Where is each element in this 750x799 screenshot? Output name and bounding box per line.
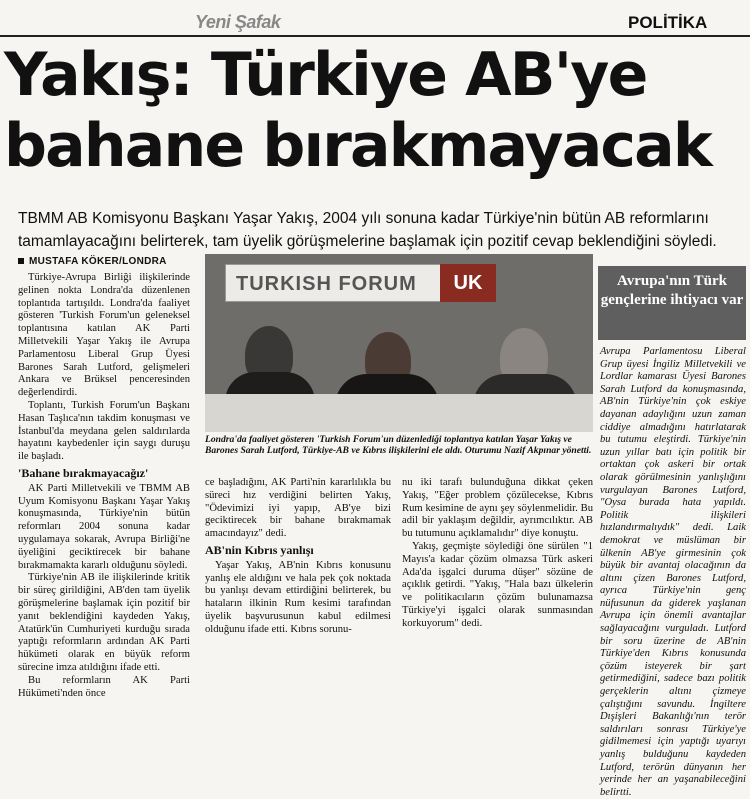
paragraph: Türkiye'nin AB ile ilişkilerinde kritik bir süreç girildiğini, AB'den tam üyelik görüşmelerine başlamak için pozitif bir yanıt beklendiğini kaydeden Yakış, Atatürk'ün Cumhuriyeti kurduğu sırada yaptığı reformların ardından AK Parti hükümeti olarak en büyük reform sürecine imza atıldığını ifade etti. xyxy=(18,572,190,673)
headline-line-1: Yakış: Türkiye AB'ye xyxy=(4,40,647,110)
article-deck: TBMM AB Komisyonu Başkanı Yaşar Yakış, 2004 yılı sonuna kadar Türkiye'nin bütün AB reformlarını tamamlayacağını belirterek, tam üyelik görüşmelerine başlamak için pozitif cevap beklendiğini söyledi. xyxy=(18,210,717,250)
paragraph: ce başladığını, AK Parti'nin kararlılıkla bu süreci hız verdiğini belirten Yakış, "Ödevimizi iyi yapıp, AB'ye bizi geciktirecek bir bahane bırakmamak amacındayız" dedi. xyxy=(205,477,391,540)
paragraph: Türkiye-Avrupa Birliği ilişkilerinde gelinen nokta Londra'da düzenlenen toplantıda tartışıldı. Londra'da faaliyet gösteren 'Turkish Forum'un geleneksel toplantısına katılan AK Parti Milletvekili Yaşar Yakış ile Avrupa Parlamentosu Liberal Grup Üyesi Barones Sarah Lutford, gelişmeleri Ankara ve Brüksel penceresinden değerlendirdi. xyxy=(18,272,190,399)
article-column-2 xyxy=(205,477,391,637)
section-label: POLİTİKA xyxy=(628,13,708,32)
subheading: AB'nin Kıbrıs yanlışı xyxy=(205,542,314,557)
paragraph: Yakış, geçmişte söylediği öne sürülen "1 Mayıs'a kadar çözüm olmazsa Türk askeri Ada'da işgalci duruma düşer" sözüne de açıklık getirdi. "Yakış, "Hala bazı ülkelerin ve politikacıların çözüm bulunamazsa Türkiye'yi işgalci olarak sunmasından korkuyorum" dedi. xyxy=(402,540,593,629)
headline xyxy=(4,40,749,182)
photo-banner-uk: UK xyxy=(440,264,496,302)
subheading: 'Bahane bırakmayacağız' xyxy=(18,465,149,480)
news-photo xyxy=(205,254,593,432)
headline-line-2: bahane bırakmayacak xyxy=(4,111,711,181)
header-rule xyxy=(0,35,750,37)
photo-caption: Londra'da faaliyet gösteren 'Turkish Forum'un düzenlediği toplantıya katılan Yaşar Yakış ve Barones Sarah Lutford, Türkiye-AB ve Kıbrıs ilişkilerini ele aldı. Oturumu Nazif Akpınar yönetti. xyxy=(205,434,592,457)
byline: MUSTAFA KÖKER/LONDRA xyxy=(18,256,167,267)
article-column-1 xyxy=(18,272,190,700)
paragraph: nu iki tarafı bulunduğuna dikkat çeken Yakış, "Eğer problem çözülecekse, Kıbrıs Rum kesimine de aynı şey söylenmelidir. Bu adil bir yaklaşım değildir, ayrımcılıktır. AB bu tutumunu açıklamalıdır" diye konuştu. xyxy=(402,477,593,540)
sidebar-title: Avrupa'nın Türk gençlerine ihtiyacı var xyxy=(598,266,746,340)
paragraph: Bu reformların AK Parti Hükümeti'nden önce xyxy=(18,674,190,699)
conference-table xyxy=(205,394,593,432)
paragraph: AK Parti Milletvekili ve TBMM AB Uyum Komisyonu Başkanı Yaşar Yakış konuşmasında, Türkiye'nin bütün reformları 2004 sonuna kadar uygulamaya sokarak, Avrupa Birliği'ne üyeliğini geciktirecek bir bahane bırakmamakta kararlı olduğunu söyledi. xyxy=(18,482,190,571)
newspaper-masthead: Yeni Şafak xyxy=(195,12,281,32)
sidebar-body: Avrupa Parlamentosu Liberal Grup üyesi İngiliz Milletvekili ve Lordlar kamarası Üyesi Barones Sarah Lutford da konuşmasında, AB'nin Türkiye'nin çok eskiye dayanan adaylığını uzun zaman ciddiye almadığını hatırlatarak bu tutumu eleştirdi. Türkiye'nin uzun yıllar batı için politik bir ortaktan çok askeri bir ortak olarak görülmesinin yanlışlığını vurgulayan Barones Lutford, "Oysa burada hata yapıldı. Politik ilişkileri hızlandırmalıydık" dedi. Laik demokrat ve müslüman bir ülkenin AB'ye girmesinin çok büyük bir avantaj olacağının da altını çizen Barones Lutford, ayrıca Türkiye'nin genç nüfusunun da giderek yaşlanan Avrupa için önemli avantajlar sağlayacağını vurguladı. Lutford bir soru üzerine de AB'nin Türkiye'den Kıbrıs konusunda çözüm isteyerek bir şart getirmediğini, sadece bazı politik gerçeklerin altını çizmeye çalıştığını savundu. İngiltere Dışişleri Bakanlığı'nın terör saldırıları sonrası Türkiye'ye gidilmemesi için yaptığı uyarıyı yanlış bulduğunu kaydeden Lutford, terörün dünyanın her yerinde her an yaşanabileceğini belirtti. xyxy=(600,346,746,798)
photo-banner-text: TURKISH FORUM xyxy=(236,273,417,295)
paragraph: Yaşar Yakış, AB'nin Kıbrıs konusunu yanlış ele aldığını ve hala pek çok noktada bu yanlışı devam ettirdiğini belirterek, bu hataların ilkinin Rum kesimi tarafından üyelik başvurusunun kabul edilmesi olduğunu ifade etti. Kıbrıs sorunu- xyxy=(205,559,391,635)
photo-banner xyxy=(225,264,442,302)
paragraph: Toplantı, Turkish Forum'un Başkanı Hasan Taşlıca'nın takdim konuşması ve İstanbul'da meydana gelen saldırılarda hayatını kaybedenler için saygı duruşu ile başladı. xyxy=(18,399,190,463)
article-column-3 xyxy=(402,477,593,631)
